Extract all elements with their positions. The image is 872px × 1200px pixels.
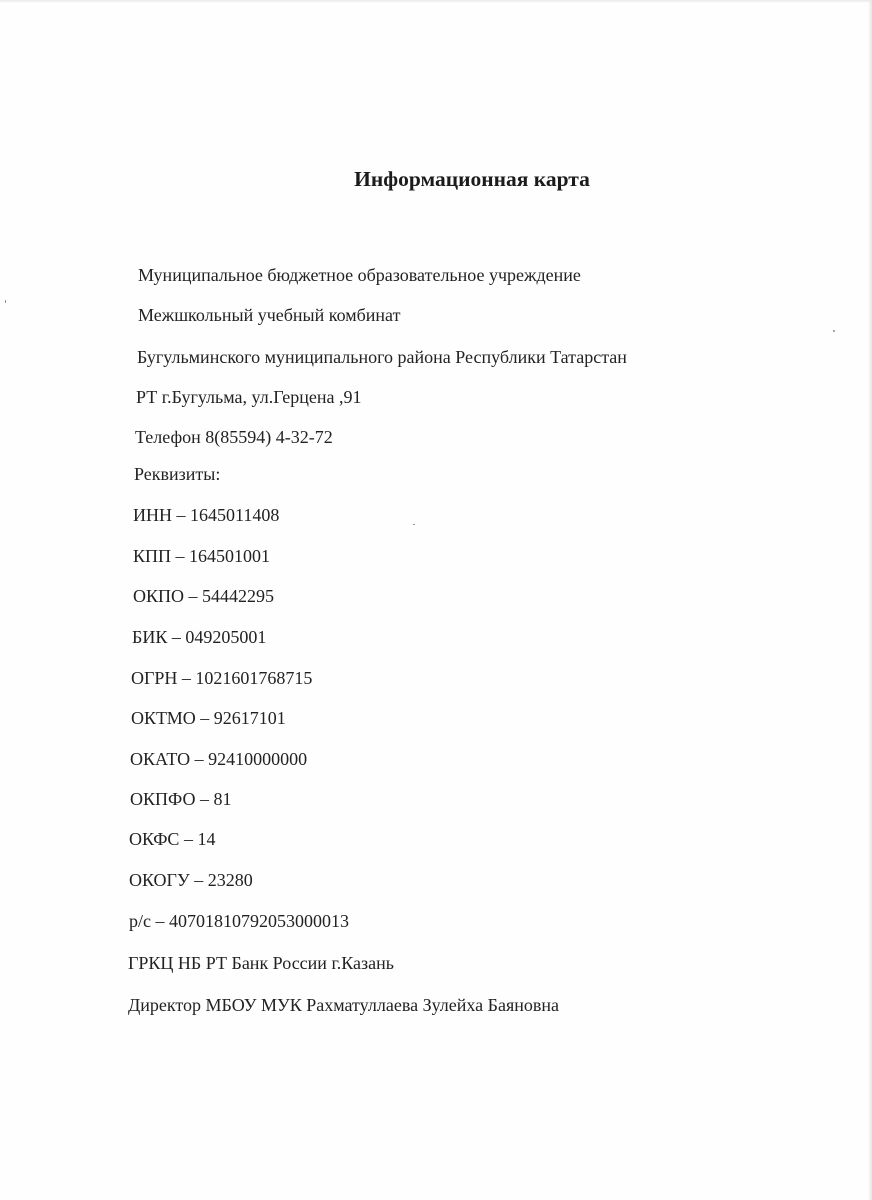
- scan-speck: [413, 524, 415, 525]
- okato-line: ОКАТО – 92410000000: [130, 749, 308, 769]
- scan-speck: [5, 300, 6, 303]
- okfs-line: ОКФС – 14: [129, 829, 216, 849]
- org-name-line: Межшкольный учебный комбинат: [138, 305, 401, 325]
- page-title: Информационная карта: [354, 167, 590, 191]
- okpfo-line: ОКПФО – 81: [130, 789, 232, 809]
- kpp-line: КПП – 164501001: [133, 546, 271, 566]
- org-district-line: Бугульминского муниципального района Республики Татарстан: [137, 347, 627, 367]
- scan-speck: [833, 330, 835, 332]
- scan-edge-top: [0, 0, 872, 3]
- oktmo-line: ОКТМО – 92617101: [131, 708, 286, 728]
- okogu-line: ОКОГУ – 23280: [129, 870, 253, 890]
- address-line: РТ г.Бугульма, ул.Герцена ,91: [136, 387, 362, 407]
- bank-name-line: ГРКЦ НБ РТ Банк России г.Казань: [128, 953, 394, 973]
- phone-line: Телефон 8(85594) 4-32-72: [135, 427, 333, 447]
- org-type-line: Муниципальное бюджетное образовательное учреждение: [138, 265, 581, 285]
- director-line: Директор МБОУ МУК Рахматуллаева Зулейха Баяновна: [128, 995, 560, 1015]
- bank-account-line: р/с – 40701810792053000013: [129, 911, 349, 931]
- okpo-line: ОКПО – 54442295: [133, 586, 275, 606]
- requisites-heading: Реквизиты:: [134, 464, 221, 484]
- inn-line: ИНН – 1645011408: [133, 505, 280, 525]
- bik-line: БИК – 049205001: [132, 627, 267, 647]
- ogrn-line: ОГРН – 1021601768715: [131, 668, 313, 688]
